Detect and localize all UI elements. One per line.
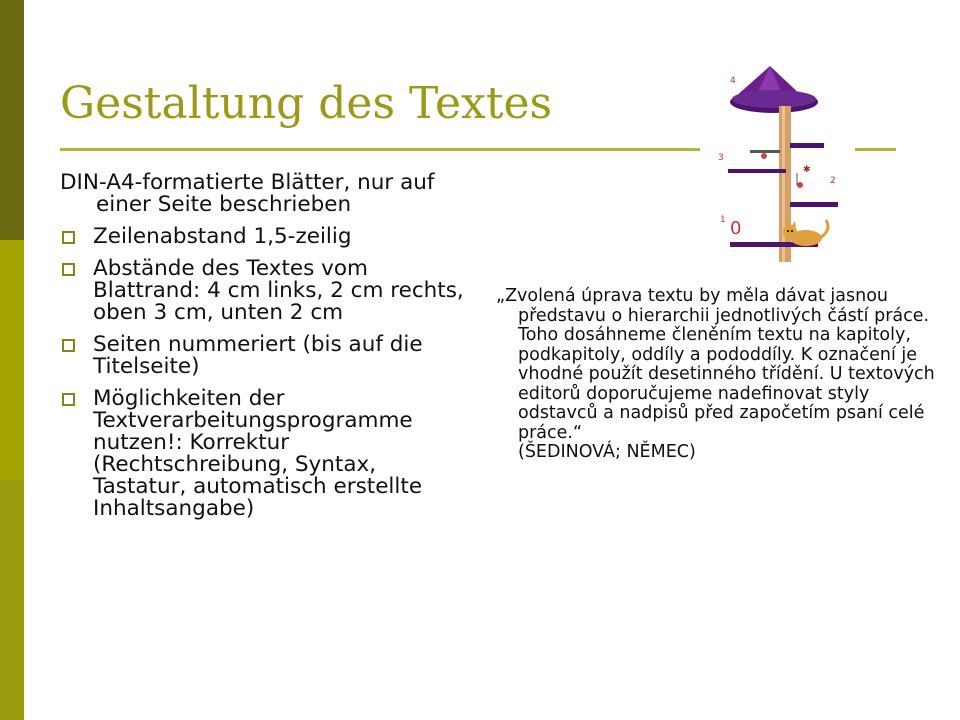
square-bullet-icon (62, 263, 75, 276)
cat-tree-illustration-icon (700, 62, 855, 267)
bullet-text: Zeilenabstand 1,5-zeilig (93, 224, 352, 249)
content-left (60, 172, 470, 530)
bullet-list (60, 226, 470, 520)
quote-source: (ŠEDINOVÁ; NĚMEC) (518, 442, 696, 462)
svg-text:3: 3 (718, 153, 724, 163)
accent-bar-light-middle (0, 240, 24, 480)
svg-text:1: 1 (720, 215, 726, 225)
bullet-text: Möglichkeiten der Textverarbeitungsprogramme nutzen!: Korrektur (Rechtschreibung, Syntax, Tastatur, automatisch erstellte Inhaltsangabe) (93, 386, 423, 521)
square-bullet-icon (62, 393, 75, 406)
svg-text:✱: ✱ (803, 165, 811, 175)
accent-bar-dark-top (0, 0, 24, 240)
list-item (60, 388, 470, 520)
quote-text: „Zvolená úprava textu by měla dávat jasnou představu o hierarchii jednotlivých částí práce. Toho dosáhneme členěním textu na kapitoly, podkapitoly, oddíly a pododdíly. K označení je vhodné použít desetinného třídění. U textových editorů doporučujeme nadefinovat styly odstavců a nadpisů před započetím psaní celé práce.“ (496, 286, 935, 443)
list-item (60, 334, 470, 378)
list-item (60, 226, 470, 248)
slide-title: Gestaltung des Textes (60, 78, 553, 129)
intro-text: DIN-A4-formatierte Blätter, nur auf einer Seite beschrieben (60, 170, 435, 217)
square-bullet-icon (62, 231, 75, 244)
accent-bar-dark-bottom (0, 480, 24, 720)
list-item (60, 258, 470, 324)
svg-text:4: 4 (730, 76, 736, 86)
bullet-text: Abstände des Textes vom Blattrand: 4 cm links, 2 cm rechts, oben 3 cm, unten 2 cm (93, 256, 464, 325)
svg-text:2: 2 (830, 176, 836, 186)
bullet-text: Seiten nummeriert (bis auf die Titelseite) (93, 332, 423, 379)
quote-block (496, 287, 938, 463)
square-bullet-icon (62, 339, 75, 352)
svg-text:0: 0 (730, 218, 742, 239)
